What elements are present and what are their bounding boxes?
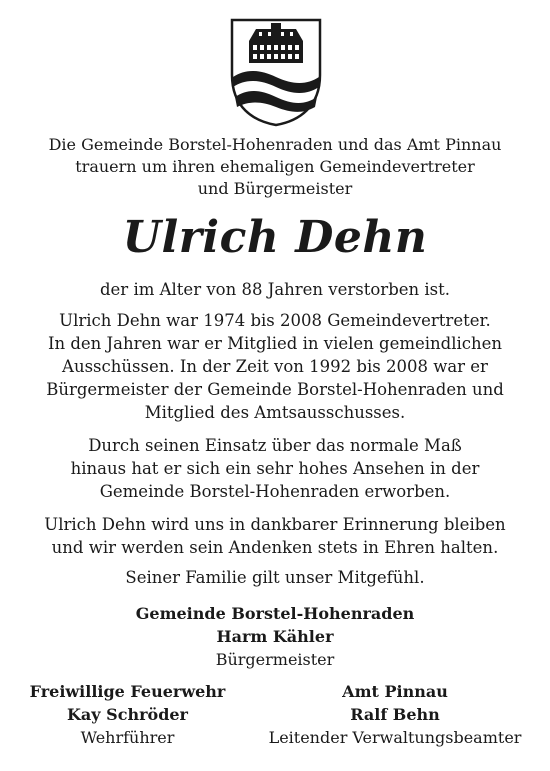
signature-role: Leitender Verwaltungsbeamter <box>268 728 522 747</box>
signature-role: Wehrführer <box>80 728 175 747</box>
signature-org: Gemeinde Borstel-Hohenraden <box>135 604 415 623</box>
coat-of-arms-icon <box>229 17 323 127</box>
signature-person: Ralf Behn <box>350 705 440 724</box>
signature-org: Freiwillige Feuerwehr <box>29 682 226 701</box>
deceased-name: Ulrich Dehn <box>122 212 428 263</box>
signature-person: Harm Kähler <box>216 627 334 646</box>
paragraph-merit: Durch seinen Einsatz über das normale Maß hinaus hat er sich ein sehr hohes Ansehen in der Gemeinde Borstel-Hohenraden erworben. <box>70 436 480 501</box>
signature-person: Kay Schröder <box>67 705 188 724</box>
signature-municipality <box>75 602 475 671</box>
intro-text: Die Gemeinde Borstel-Hohenraden und das Amt Pinnau trauern um ihren ehemaligen Gemeindevertreter und Bürgermeister <box>48 135 502 198</box>
signature-fire-brigade <box>0 680 255 749</box>
paragraph-condolence: Seiner Familie gilt unser Mitgefühl. <box>125 568 425 587</box>
signature-role: Bürgermeister <box>215 650 335 669</box>
paragraph-memory: Ulrich Dehn wird uns in dankbarer Erinnerung bleiben und wir werden sein Andenken stets in Ehren halten. <box>44 515 506 557</box>
signature-org: Amt Pinnau <box>342 682 448 701</box>
signature-amt <box>245 680 545 749</box>
age-line: der im Alter von 88 Jahren verstorben ist. <box>99 280 451 299</box>
paragraph-career: Ulrich Dehn war 1974 bis 2008 Gemeindevertreter. In den Jahren war er Mitglied in vielen gemeindlichen Ausschüssen. In der Zeit von 1992 bis 2008 war er Bürgermeister der Gemeinde Borstel-Hohenraden und Mitglied des Amtsausschusses. <box>46 311 504 422</box>
